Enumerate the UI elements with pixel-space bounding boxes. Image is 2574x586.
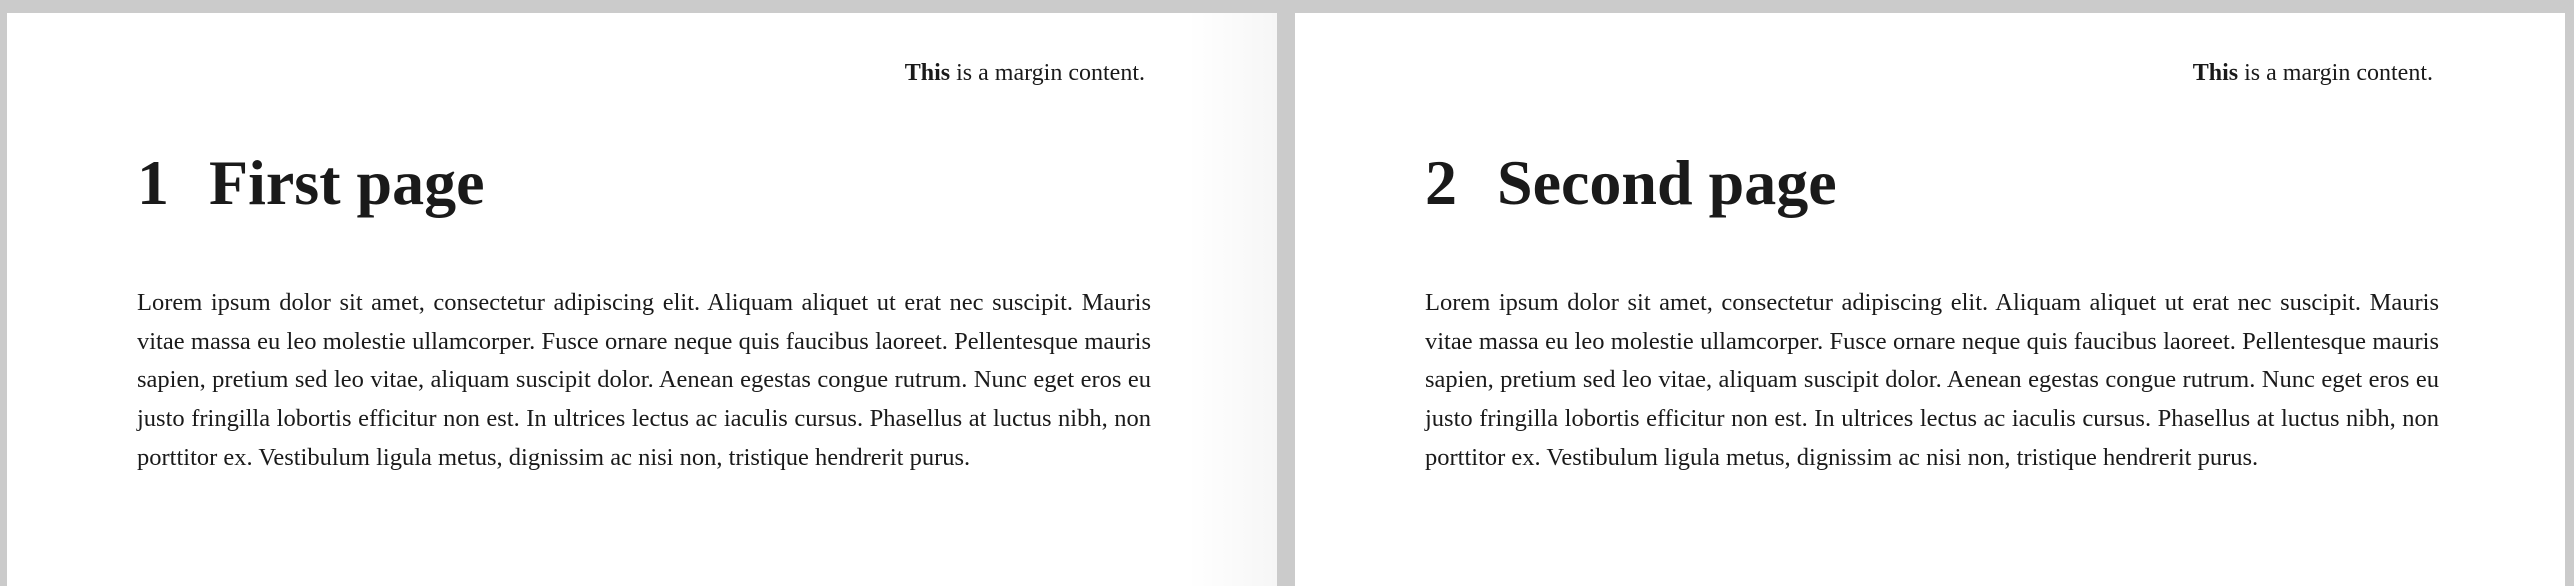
- section-title: Second page: [1497, 147, 1837, 218]
- margin-note-text: is a margin content.: [2244, 60, 2433, 86]
- margin-note-bold: This: [2192, 60, 2239, 86]
- margin-note-text: is a margin content.: [956, 60, 1145, 86]
- body-paragraph: Lorem ipsum dolor sit amet, consectetur adipiscing elit. Aliquam aliquet ut erat nec suscipit. Mauris vitae massa eu leo molestie ullamcorper. Fusce ornare neque quis faucibus laoreet. Pellentesque mauris sapien, pretium sed leo vitae, aliquam suscipit dolor. Aenean egestas congue rutrum. Nunc eget eros eu justo fringilla lobortis efficitur non est. In ultrices lectus ac iaculis cursus. Phasellus at luctus nibh, non porttitor ex. Vestibulum ligula metus, dignissim ac nisi non, tristique hendrerit purus.: [137, 289, 1151, 471]
- margin-note: [2193, 60, 2433, 87]
- page-1: [7, 13, 1277, 586]
- section-number: 1: [137, 147, 169, 218]
- section-title: First page: [209, 147, 485, 218]
- section-number: 2: [1425, 147, 1457, 218]
- margin-note: [905, 60, 1145, 87]
- margin-note-bold: This: [904, 60, 951, 86]
- body-paragraph: Lorem ipsum dolor sit amet, consectetur adipiscing elit. Aliquam aliquet ut erat nec suscipit. Mauris vitae massa eu leo molestie ullamcorper. Fusce ornare neque quis faucibus laoreet. Pellentesque mauris sapien, pretium sed leo vitae, aliquam suscipit dolor. Aenean egestas congue rutrum. Nunc eget eros eu justo fringilla lobortis efficitur non est. In ultrices lectus ac iaculis cursus. Phasellus at luctus nibh, non porttitor ex. Vestibulum ligula metus, dignissim ac nisi non, tristique hendrerit purus.: [1425, 289, 2439, 471]
- page-2: [1295, 13, 2565, 586]
- section-heading: [137, 147, 485, 218]
- section-heading: [1425, 147, 1837, 218]
